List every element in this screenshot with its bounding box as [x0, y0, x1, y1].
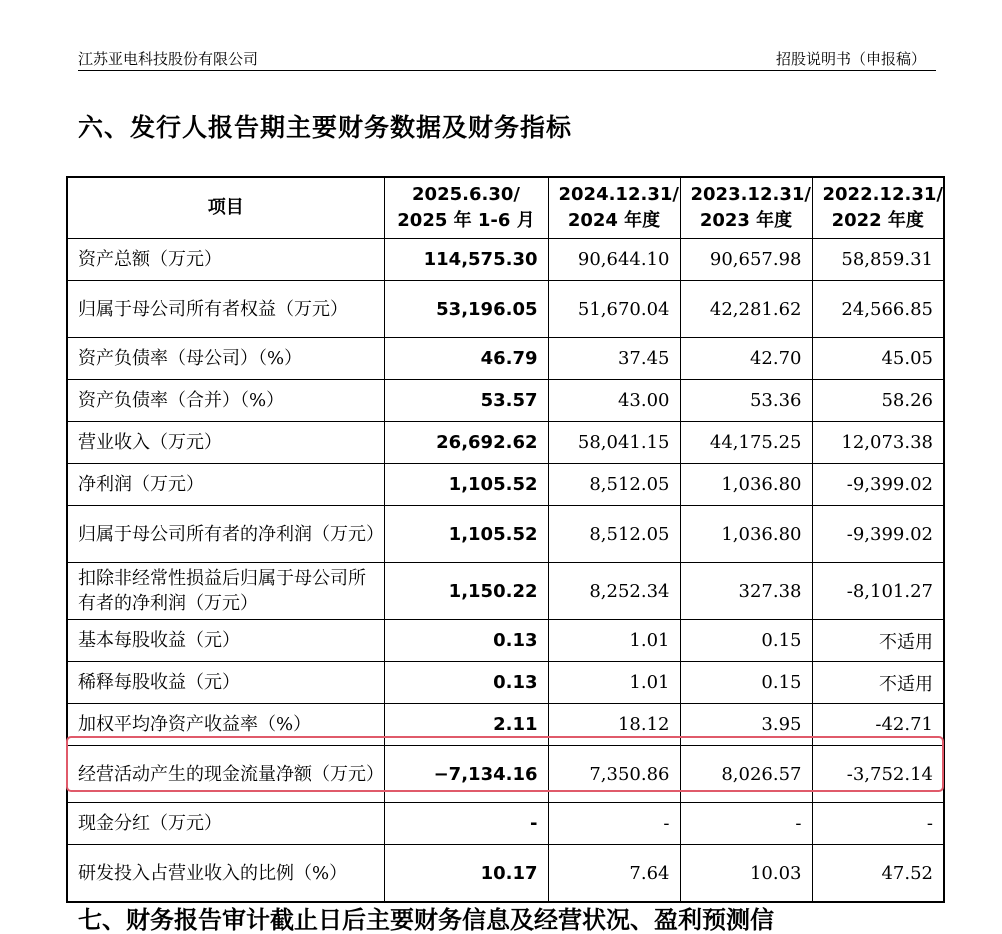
cell-value: 8,512.05 [548, 464, 680, 506]
cell-value: 24,566.85 [812, 281, 944, 338]
cell-value: 26,692.62 [384, 422, 548, 464]
row-label: 扣除非经常性损益后归属于母公司所有者的净利润（万元） [67, 563, 384, 620]
cell-value: 51,670.04 [548, 281, 680, 338]
cell-value: -42.71 [812, 704, 944, 746]
cell-value: - [812, 803, 944, 845]
table-row [67, 662, 944, 704]
cell-value: 43.00 [548, 380, 680, 422]
cell-value: -9,399.02 [812, 506, 944, 563]
table-row [67, 338, 944, 380]
table-row [67, 464, 944, 506]
cell-value: 8,026.57 [680, 746, 812, 803]
column-header-2025h1: 2025.6.30/ 2025 年 1-6 月 [384, 177, 548, 239]
cell-value: 90,644.10 [548, 239, 680, 281]
cell-value: 114,575.30 [384, 239, 548, 281]
table-row [67, 563, 944, 620]
table-row [67, 803, 944, 845]
row-label: 归属于母公司所有者权益（万元） [67, 281, 384, 338]
cell-value: - [384, 803, 548, 845]
table-row [67, 704, 944, 746]
cell-value: - [548, 803, 680, 845]
cell-value: 7,350.86 [548, 746, 680, 803]
column-header-2024: 2024.12.31/ 2024 年度 [548, 177, 680, 239]
table-row [67, 620, 944, 662]
cell-value: 37.45 [548, 338, 680, 380]
cell-value: 42.70 [680, 338, 812, 380]
cell-value: 46.79 [384, 338, 548, 380]
table-row [67, 380, 944, 422]
table-row [67, 239, 944, 281]
cell-value: 45.05 [812, 338, 944, 380]
page-header [78, 44, 936, 71]
cell-value: 0.15 [680, 620, 812, 662]
row-label: 经营活动产生的现金流量净额（万元） [67, 746, 384, 803]
cell-value: -8,101.27 [812, 563, 944, 620]
cell-value: 0.13 [384, 620, 548, 662]
row-label: 加权平均净资产收益率（%） [67, 704, 384, 746]
cell-value: 1,036.80 [680, 464, 812, 506]
cell-value: 1,150.22 [384, 563, 548, 620]
cell-value: 1.01 [548, 662, 680, 704]
row-label: 现金分红（万元） [67, 803, 384, 845]
table-header-row [67, 177, 944, 239]
table-row [67, 506, 944, 563]
cell-value: 53.57 [384, 380, 548, 422]
cell-value: 58,859.31 [812, 239, 944, 281]
cell-value: 3.95 [680, 704, 812, 746]
cell-value: 53,196.05 [384, 281, 548, 338]
cell-value: 1,105.52 [384, 506, 548, 563]
column-header-item: 项目 [67, 177, 384, 239]
document-type: 招股说明书（申报稿） [775, 50, 926, 68]
column-header-2022: 2022.12.31/ 2022 年度 [812, 177, 944, 239]
row-label: 资产负债率（母公司）（%） [67, 338, 384, 380]
cell-value: 18.12 [548, 704, 680, 746]
table-row [67, 281, 944, 338]
cell-value: 8,512.05 [548, 506, 680, 563]
cell-value: 10.03 [680, 845, 812, 903]
cell-value: 0.13 [384, 662, 548, 704]
cell-value: 7.64 [548, 845, 680, 903]
row-label: 研发投入占营业收入的比例（%） [67, 845, 384, 903]
row-label: 净利润（万元） [67, 464, 384, 506]
cell-value: 44,175.25 [680, 422, 812, 464]
cell-value: -9,399.02 [812, 464, 944, 506]
row-label: 资产负债率（合并）（%） [67, 380, 384, 422]
row-label: 资产总额（万元） [67, 239, 384, 281]
table-row [67, 422, 944, 464]
cell-value: 47.52 [812, 845, 944, 903]
row-label: 营业收入（万元） [67, 422, 384, 464]
cell-value: 58,041.15 [548, 422, 680, 464]
cell-value: 不适用 [812, 662, 944, 704]
row-label: 归属于母公司所有者的净利润（万元） [67, 506, 384, 563]
row-label: 基本每股收益（元） [67, 620, 384, 662]
cell-value: 327.38 [680, 563, 812, 620]
table-row-highlighted [67, 746, 944, 803]
cell-value: 10.17 [384, 845, 548, 903]
column-header-2023: 2023.12.31/ 2023 年度 [680, 177, 812, 239]
table-row [67, 845, 944, 903]
cell-value: 8,252.34 [548, 563, 680, 620]
next-section-heading-partial: 七、财务报告审计截止日后主要财务信息及经营状况、盈利预测信 [78, 906, 774, 934]
section-title: 六、发行人报告期主要财务数据及财务指标 [78, 113, 573, 142]
cell-value: 1,036.80 [680, 506, 812, 563]
cell-value: 1.01 [548, 620, 680, 662]
row-label: 稀释每股收益（元） [67, 662, 384, 704]
cell-value: - [680, 803, 812, 845]
cell-value: 58.26 [812, 380, 944, 422]
cell-value: −7,134.16 [384, 746, 548, 803]
financial-data-table [66, 176, 945, 903]
cell-value: 90,657.98 [680, 239, 812, 281]
cell-value: 1,105.52 [384, 464, 548, 506]
cell-value: 2.11 [384, 704, 548, 746]
cell-value: 不适用 [812, 620, 944, 662]
cell-value: -3,752.14 [812, 746, 944, 803]
company-name: 江苏亚电科技股份有限公司 [78, 50, 259, 68]
cell-value: 0.15 [680, 662, 812, 704]
cell-value: 12,073.38 [812, 422, 944, 464]
cell-value: 42,281.62 [680, 281, 812, 338]
cell-value: 53.36 [680, 380, 812, 422]
